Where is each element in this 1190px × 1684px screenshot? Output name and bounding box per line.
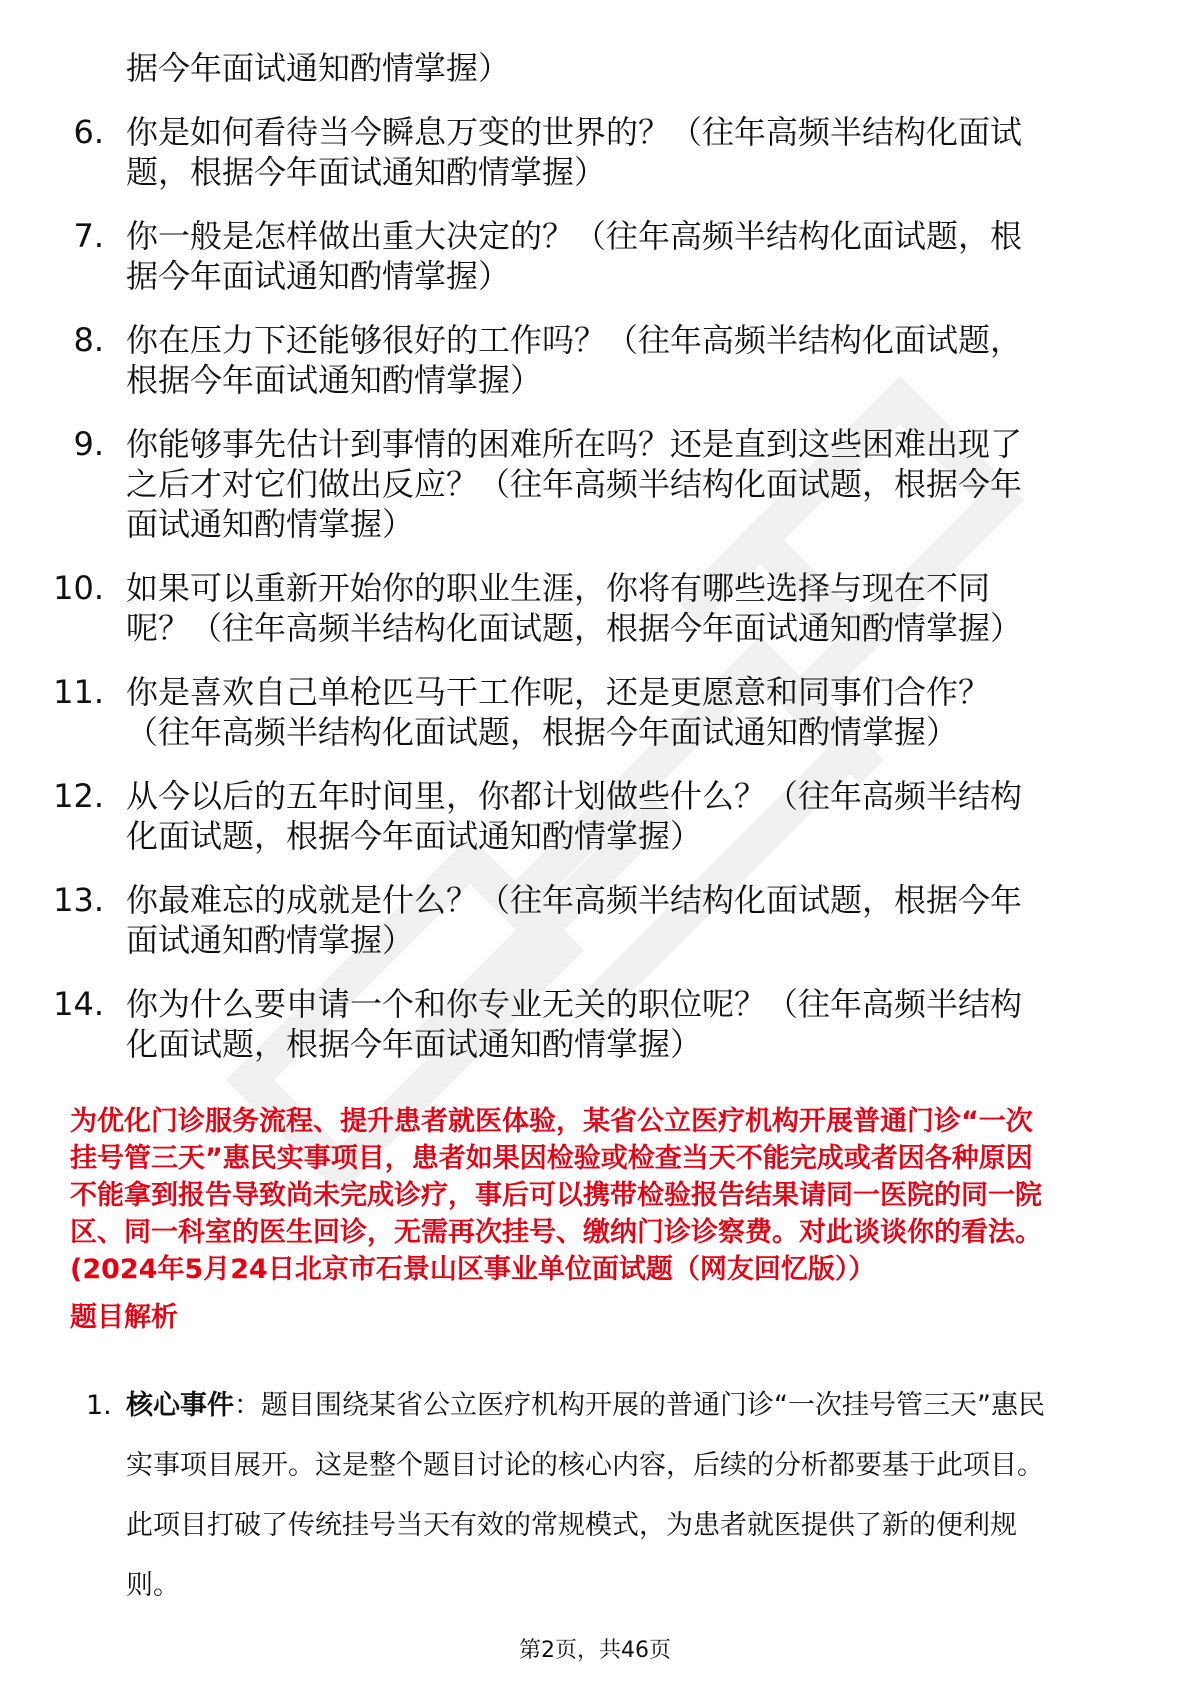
question-list (0, 112, 1190, 1088)
analysis-item-first-text: ：题目围绕某省公立医疗机构开展的普通门诊“一次挂号管三天”惠民 (234, 1390, 1045, 1421)
featured-question-line: 不能拿到报告导致尚未完成诊疗，事后可以携带检验报告结果请同一医院的同一院 (70, 1180, 1042, 1211)
question-text-line: （往年高频半结构化面试题，根据今年面试通知酌情掌握） (126, 713, 959, 751)
question-text-line: 呢？（往年高频半结构化面试题，根据今年面试通知酌情掌握） (126, 609, 1023, 647)
analysis-heading: 题目解析 (70, 1302, 178, 1333)
question-text-line: 化面试题，根据今年面试通知酌情掌握） (126, 817, 703, 855)
question-number: 10. (53, 569, 104, 607)
question-text-line: 你一般是怎样做出重大决定的？（往年高频半结构化面试题，根 (126, 217, 1023, 255)
question-text-line: 你能够事先估计到事情的困难所在吗？还是直到这些困难出现了 (126, 425, 1023, 463)
analysis-first-line (126, 1376, 1116, 1436)
question-item (0, 424, 1190, 544)
question-item (0, 984, 1190, 1064)
question-text-line: 你在压力下还能够很好的工作吗？（往年高频半结构化面试题， (126, 321, 1023, 359)
analysis-text-line: 实事项目展开。这是整个题目讨论的核心内容，后续的分析都要基于此项目。 (126, 1450, 1044, 1481)
analysis-text-line: 此项目打破了传统挂号当天有效的常规模式，为患者就医提供了新的便利规 (126, 1510, 1017, 1541)
featured-question-line: (2024年5月24日北京市石景山区事业单位面试题（网友回忆版）） (70, 1254, 876, 1285)
question-number: 14. (53, 985, 104, 1023)
question-text-line: 根据今年面试通知酌情掌握） (126, 361, 543, 399)
question-text-line: 面试通知酌情掌握） (126, 921, 415, 959)
analysis-item-lines (126, 1436, 1116, 1616)
featured-question-line: 挂号管三天”惠民实事项目，患者如果因检验或检查当天不能完成或者因各种原因 (70, 1143, 1033, 1174)
question-text-line: 之后才对它们做出反应？（往年高频半结构化面试题，根据今年 (126, 465, 1023, 503)
analysis-text-line: 则。 (126, 1570, 180, 1601)
featured-question (70, 1103, 1130, 1288)
question-item (0, 216, 1190, 296)
question-text-line: 题，根据今年面试通知酌情掌握） (126, 153, 607, 191)
question-text-line: 据今年面试通知酌情掌握） (126, 257, 511, 295)
question-number: 8. (73, 321, 104, 359)
question-item (0, 568, 1190, 648)
question-item (0, 776, 1190, 856)
analysis-item (126, 1376, 1116, 1616)
featured-question-line: 为优化门诊服务流程、提升患者就医体验，某省公立医疗机构开展普通门诊“一次 (70, 1106, 1033, 1137)
question-item (0, 320, 1190, 400)
question-item (0, 112, 1190, 192)
question-text-line: 你为什么要申请一个和你专业无关的职位呢？（往年高频半结构 (126, 985, 1023, 1023)
question-number: 9. (73, 425, 104, 463)
question-text-line: 你是如何看待当今瞬息万变的世界的？（往年高频半结构化面试 (126, 113, 1023, 151)
page-footer: 第2页，共46页 (519, 1638, 671, 1663)
question-text-line: 从今以后的五年时间里，你都计划做些什么？（往年高频半结构 (126, 777, 1023, 815)
question-item (0, 880, 1190, 960)
question-text-line: 化面试题，根据今年面试通知酌情掌握） (126, 1025, 703, 1063)
question-text-line: 你是喜欢自己单枪匹马干工作呢，还是更愿意和同事们合作？ (126, 673, 991, 711)
question-text-line: 如果可以重新开始你的职业生涯，你将有哪些选择与现在不同 (126, 569, 991, 607)
question-number: 13. (53, 881, 104, 919)
analysis-item-number: 1. (86, 1390, 112, 1421)
question-number: 6. (73, 113, 104, 151)
question-item (0, 672, 1190, 752)
question-number: 7. (73, 217, 104, 255)
continued-question-text: 据今年面试通知酌情掌握） (126, 49, 511, 87)
question-number: 11. (53, 673, 104, 711)
analysis-item-label: 核心事件 (126, 1390, 234, 1421)
featured-question-line: 区、同一科室的医生回诊，无需再次挂号、缴纳门诊诊察费。对此谈谈你的看法。 (70, 1217, 1042, 1248)
question-text-line: 你最难忘的成就是什么？（往年高频半结构化面试题，根据今年 (126, 881, 1023, 919)
question-text-line: 面试通知酌情掌握） (126, 505, 415, 543)
question-number: 12. (53, 777, 104, 815)
